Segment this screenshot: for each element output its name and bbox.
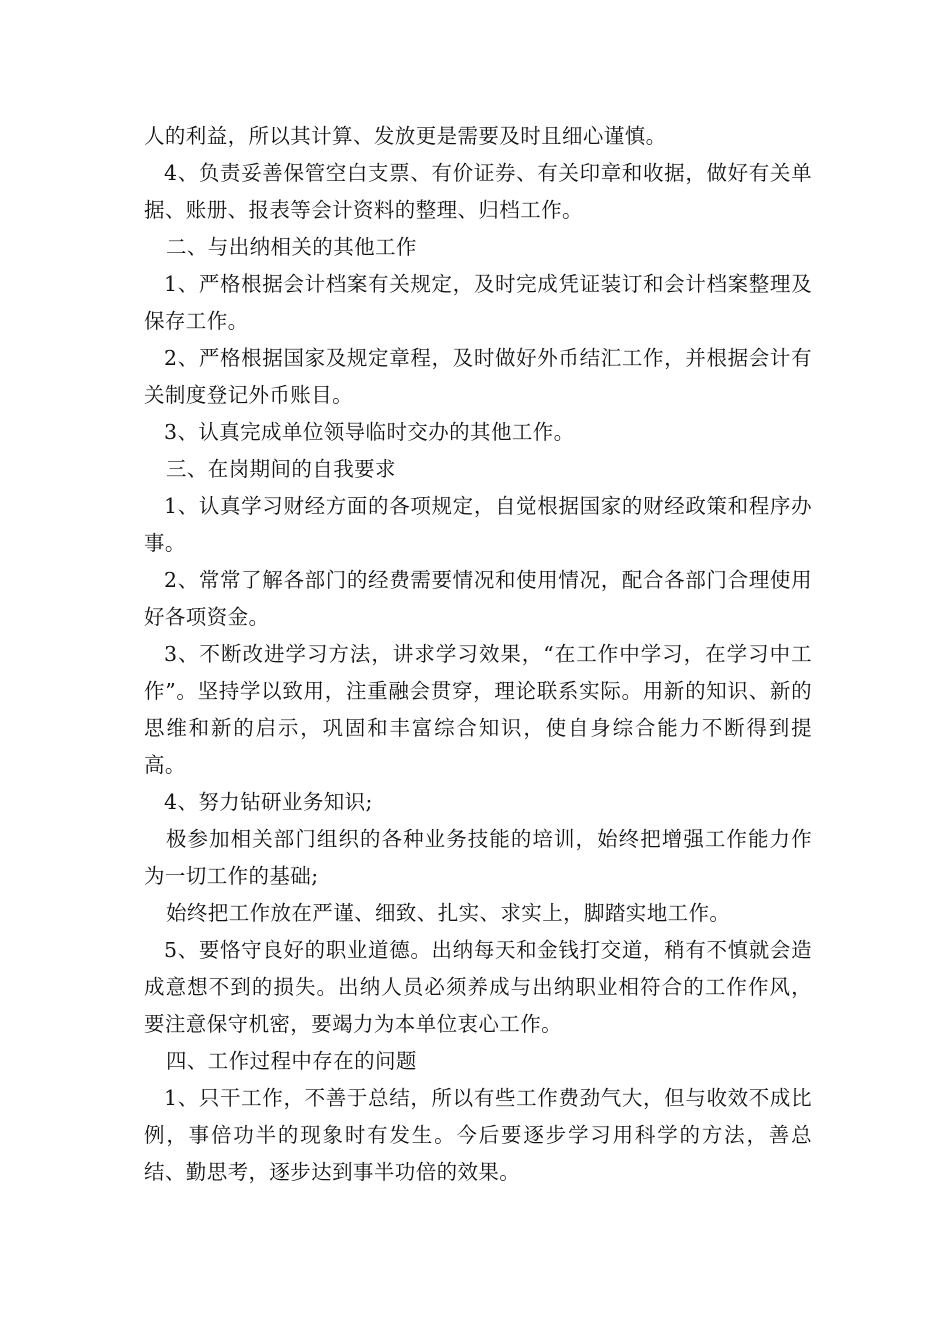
paragraph-text: 始终把工作放在严谨、细致、扎实、求实上，脚踏实地工作。: [166, 901, 731, 925]
paragraph-item-4: 4、负责妥善保管空白支票、有价证券、有关印章和收据，做好有关单据、账册、报表等会计资料的整理、归档工作。: [144, 161, 812, 222]
paragraph-item-1: 1、严格根据会计档案有关规定，及时完成凭证装订和会计档案整理及保存工作。: [144, 272, 812, 333]
paragraph-item-1: 1、认真学习财经方面的各项规定，自觉根据国家的财经政策和程序办事。: [144, 494, 812, 555]
paragraph-item-2: 2、严格根据国家及规定章程，及时做好外币结汇工作，并根据会计有关制度登记外币账目。: [144, 346, 812, 407]
paragraph-continuation: 人的利益，所以其计算、发放更是需要及时且细心谨慎。: [144, 124, 667, 148]
paragraph-item-5: 5、要恪守良好的职业道德。出纳每天和金钱打交道，稍有不慎就会造成意想不到的损失。出纳人员必须养成与出纳职业相符合的工作作风，要注意保守机密，要竭力为本单位衷心工作。: [144, 938, 812, 1036]
paragraph-item-1: 1、只干工作，不善于总结，所以有些工作费劲气大，但与收效不成比例，事倍功半的现象时有发生。今后要逐步学习用科学的方法，善总结、勤思考，逐步达到事半功倍的效果。: [144, 1086, 812, 1184]
section-heading-4: 四、工作过程中存在的问题: [166, 1049, 417, 1073]
document-body: [144, 118, 812, 1191]
paragraph-text: 极参加相关部门组织的各种业务技能的培训，始终把增强工作能力作为一切工作的基础;: [144, 827, 812, 888]
paragraph-item-4: 4、努力钻研业务知识;: [164, 790, 373, 814]
section-heading-2: 二、与出纳相关的其他工作: [166, 235, 417, 259]
section-heading-3: 三、在岗期间的自我要求: [166, 457, 396, 481]
paragraph-item-3: 3、不断改进学习方法，讲求学习效果，“在工作中学习，在学习中工作”。坚持学以致用，注重融会贯穿，理论联系实际。用新的知识、新的思维和新的启示，巩固和丰富综合知识，使自身综合能力不断得到提高。: [144, 642, 812, 777]
paragraph-item-2: 2、常常了解各部门的经费需要情况和使用情况，配合各部门合理使用好各项资金。: [144, 568, 812, 629]
paragraph-item-3: 3、认真完成单位领导临时交办的其他工作。: [164, 420, 575, 444]
